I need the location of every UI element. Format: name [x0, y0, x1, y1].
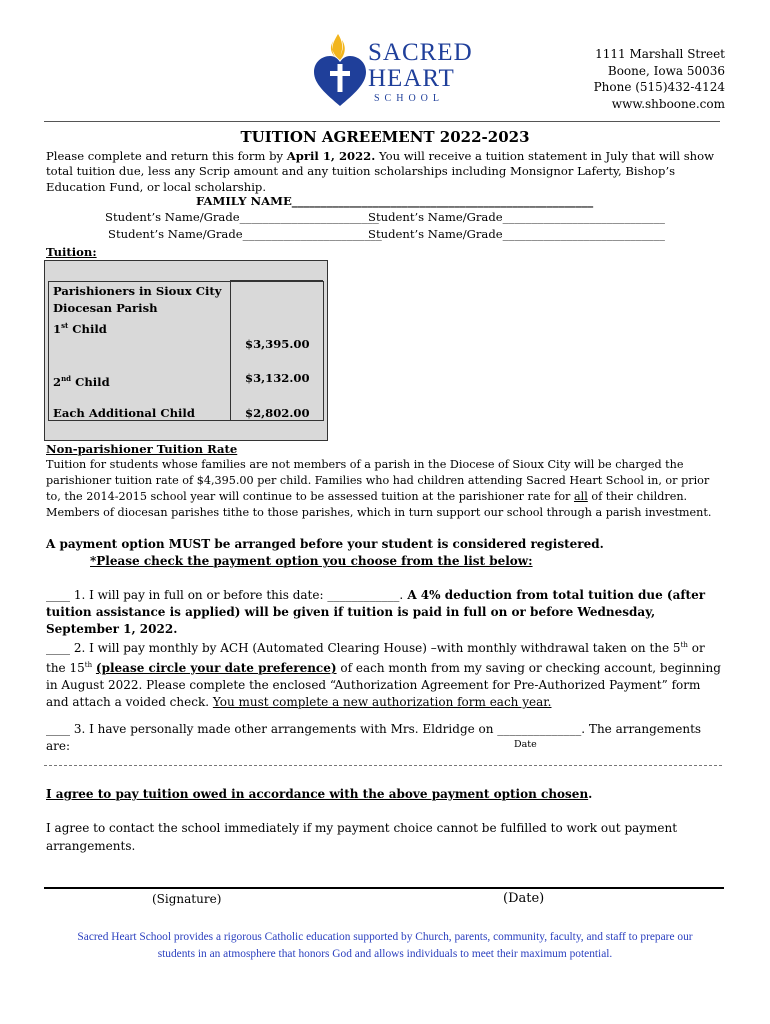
- logo-word-school: SCHOOL: [374, 93, 445, 104]
- address-phone: Phone (515)432-4124: [593, 80, 725, 94]
- tuition-row2-label: [53, 370, 110, 391]
- nonpar-text-start: Tuition for students whose families are not members of a parish in the Diocese of Sioux City will be charged the parishioner tuition rate of $4,395.00 per child. Families who had children attending Sacred Heart School in, or prior to, the 2014-2015 school year will continue to be assessed tuition at the parishioner rate for: [46, 458, 710, 503]
- row1-text: Child: [68, 321, 107, 336]
- option1-discount: A 4% deduction from total tuition due (after tuition assistance is applied) will be given if tuition is paid in full on or before Wednesday, September 1, 2022.: [46, 588, 706, 636]
- option1-text: ____ 1. I will pay in full on or before this date: ____________.: [46, 588, 404, 602]
- student-name-field-1[interactable]: Student’s Name/Grade________________________: [105, 210, 379, 224]
- option2-text-c: of each month from my saving or checking account, beginning in August 2022. Please complete the enclosed “Authorization Agreement for Pre-Authorized Payment” form and attach a voided check.: [46, 661, 721, 709]
- row1-sup: st: [61, 321, 69, 330]
- student-name-field-4[interactable]: Student’s Name/Grade____________________________: [368, 227, 665, 241]
- option2-text-b: or the 15: [46, 641, 705, 675]
- tuition-table-rule: [230, 280, 323, 281]
- tuition-row3-value: $2,802.00: [245, 406, 310, 420]
- row2-num: 2: [53, 374, 62, 389]
- intro-text-start: Please complete and return this form by: [46, 149, 287, 163]
- tuition-group-line2: Diocesan Parish: [53, 301, 158, 315]
- signature-date-label: (Date): [503, 891, 545, 906]
- signature-line[interactable]: [44, 887, 724, 889]
- row1-num: 1: [53, 321, 62, 336]
- intro-paragraph: [46, 149, 726, 195]
- tuition-row1-label: [53, 317, 221, 338]
- tuition-group-label: [53, 283, 221, 338]
- agreement-line1-end: .: [588, 787, 593, 801]
- student-name-field-2[interactable]: Student’s Name/Grade____________________________: [368, 210, 665, 224]
- nonparishioner-heading: Non-parishioner Tuition Rate: [46, 442, 238, 456]
- tuition-row1-value: $3,395.00: [245, 337, 310, 351]
- tuition-row2-value: $3,132.00: [245, 371, 310, 385]
- arrangements-line[interactable]: [44, 765, 722, 766]
- option2-sup2: th: [84, 661, 93, 669]
- intro-text-end: You will receive a tuition statement in July that will show total tuition due, less any Scrip amount and any tuition scholarships including Monsignor Laferty, Bishop’s Education Fund, or local scholarship.: [46, 149, 715, 194]
- page-title: TUITION AGREEMENT 2022-2023: [240, 128, 530, 146]
- tuition-row3-label: Each Additional Child: [53, 406, 195, 420]
- mission-line2: students in an atmosphere that honors God and allows individuals to meet their maximum potential.: [157, 948, 613, 960]
- mission-statement: [30, 929, 740, 963]
- address-street: 1111 Marshall Street: [595, 47, 725, 61]
- header-divider: [44, 121, 720, 122]
- tuition-table-divider: [230, 281, 231, 421]
- address-website: www.shboone.com: [611, 96, 725, 111]
- family-name-field[interactable]: FAMILY NAME____________________________________________________: [196, 194, 594, 208]
- row2-sup: nd: [61, 374, 72, 383]
- school-address: [594, 46, 725, 112]
- option2-reminder: You must complete a new authorization form each year.: [212, 695, 552, 709]
- option3-date-label: Date: [514, 739, 537, 750]
- tuition-heading: Tuition:: [46, 245, 97, 259]
- agreement-statement: [46, 787, 592, 801]
- intro-deadline: April 1, 2022.: [286, 149, 376, 163]
- address-city: Boone, Iowa 50036: [607, 63, 725, 78]
- student-name-field-3[interactable]: Student’s Name/Grade________________________: [108, 227, 382, 241]
- option2-text-a: ____ 2. I will pay monthly by ACH (Automated Clearing House) –with monthly withdrawal taken on the 5: [46, 641, 681, 655]
- option2-sup1: th: [680, 641, 688, 649]
- agreement-line1: I agree to pay tuition owed in accordance with the above payment option chosen: [46, 787, 589, 801]
- payment-option-2[interactable]: [46, 637, 726, 711]
- heart-flame-cross-icon: [312, 32, 368, 108]
- logo-word-sacred: SACRED: [368, 39, 473, 66]
- agreement-contact: I agree to contact the school immediately if my payment choice cannot be fulfilled to work out payment arrangements.: [46, 821, 678, 853]
- payment-option-1[interactable]: [46, 587, 726, 638]
- tuition-group-line1: Parishioners in Sioux City: [53, 284, 222, 298]
- nonpar-text-end: of their children. Members of diocesan parishes tithe to those parishes, which in turn support our school through a parish investment.: [46, 490, 712, 519]
- option2-date-preference: (please circle your date preference): [95, 661, 337, 675]
- signature-label: (Signature): [152, 892, 222, 906]
- payment-option-3[interactable]: ____ 3. I have personally made other arrangements with Mrs. Eldridge on ______________. The arrangements are:: [46, 722, 702, 753]
- school-logo: [312, 32, 473, 108]
- payment-requirement: [46, 536, 604, 570]
- nonpar-text-emphasis: all: [573, 490, 588, 503]
- payment-must-line: A payment option MUST be arranged before your student is considered registered.: [46, 537, 604, 551]
- mission-line1: Sacred Heart School provides a rigorous Catholic education supported by Church, parents, community, faculty, and staff to prepare our: [77, 931, 693, 943]
- nonparishioner-paragraph: [46, 457, 722, 521]
- row2-text: Child: [71, 374, 110, 389]
- logo-word-heart: HEART: [368, 65, 455, 92]
- payment-check-line: *Please check the payment option you choose from the list below:: [90, 554, 533, 568]
